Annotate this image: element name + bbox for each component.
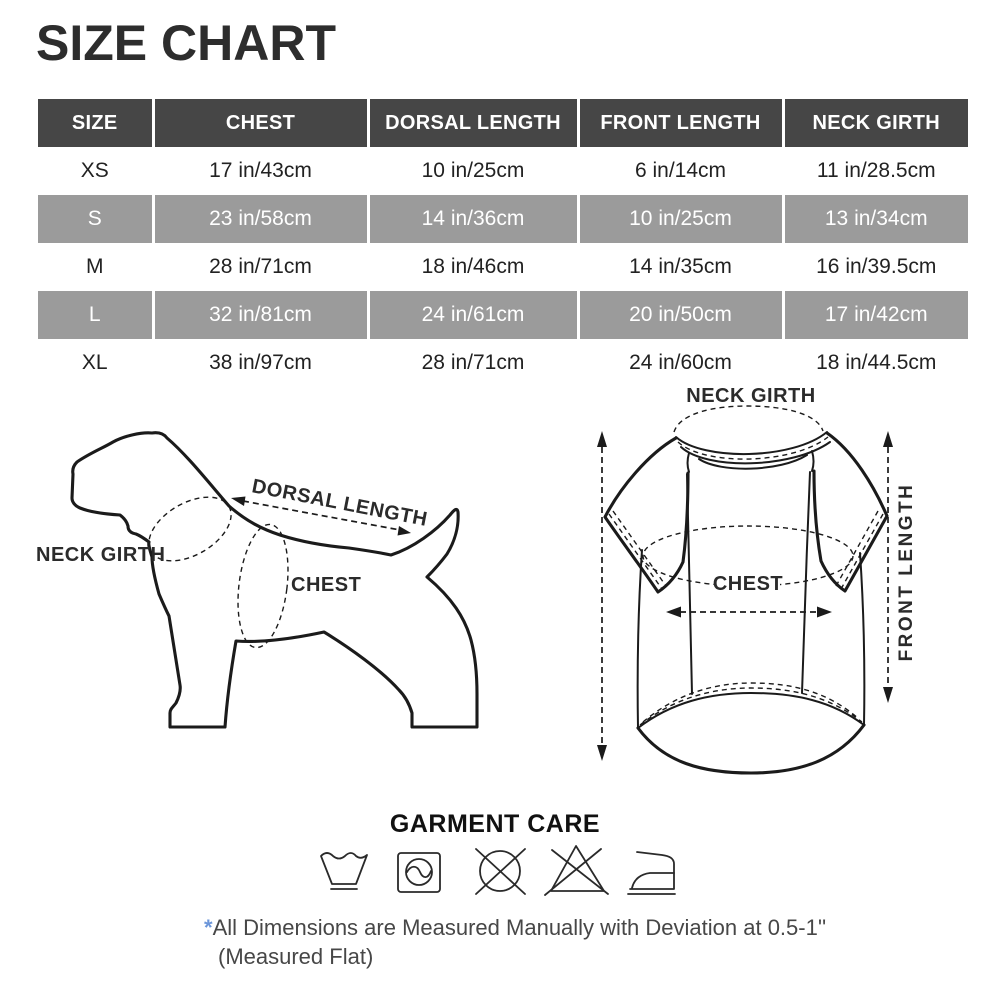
cell-front: 6 in/14cm [578,147,783,195]
dog-dorsal-length-label: DORSAL LENGTH [250,475,430,531]
front-length-arrowhead-top [883,431,893,447]
shirt-inner-seam-left [687,474,692,694]
chest-arrowhead-right [817,607,832,618]
footnote-asterisk: * [204,915,213,940]
cell-neck: 16 in/39.5cm [783,243,968,291]
footnote-line-2: (Measured Flat) [218,943,374,969]
dog-neck-girth-label: NECK GIRTH [36,544,166,566]
shirt-inner-seam-right [802,472,810,693]
shirt-shoulder-seam-right [812,451,814,471]
shirt-shoulder-seam-left [688,453,690,472]
sleeve-hem-left [609,511,666,589]
cell-front: 20 in/50cm [578,291,783,339]
iron-icon [628,852,675,894]
column-header-chest: CHEST [153,99,368,147]
left-arrowhead-bottom [597,745,607,761]
dorsal-arrowhead-left [231,497,246,507]
column-header-front: FRONT LENGTH [578,99,783,147]
hand-wash-icon [321,853,367,889]
column-header-dorsal: DORSAL LENGTH [368,99,578,147]
front-length-arrowhead-bottom [883,687,893,703]
cell-size: M [38,243,153,291]
shirt-hem-top [638,693,864,728]
cell-front: 14 in/35cm [578,243,783,291]
cell-size: XS [38,147,153,195]
do-not-bleach-icon [545,846,608,895]
cell-dorsal: 10 in/25cm [368,147,578,195]
cell-neck: 17 in/42cm [783,291,968,339]
shirt-chest-label: CHEST [712,573,784,595]
shirt-hem-stitch-2 [643,683,859,722]
shirt-collar-inner [681,442,830,463]
cell-dorsal: 18 in/46cm [368,243,578,291]
chest-arrowhead-left [666,607,681,618]
measurement-footnote [204,914,826,971]
cell-dorsal: 28 in/71cm [368,339,578,387]
cell-neck: 11 in/28.5cm [783,147,968,195]
footnote-text: All Dimensions are Measured Manually with Deviation at 0.5-1'' [212,915,827,940]
garment-care-title: GARMENT CARE [389,810,601,838]
shirt-hem-bottom [638,725,864,773]
cell-neck: 13 in/34cm [783,195,968,243]
dog-outline [72,433,477,727]
shirt-measurement-diagram [597,385,917,773]
cell-chest: 28 in/71cm [153,243,368,291]
cell-size: S [38,195,153,243]
sleeve-hem-right [836,511,883,589]
cell-chest: 23 in/58cm [153,195,368,243]
shirt-neck-girth-label: NECK GIRTH [686,385,816,407]
cell-dorsal: 24 in/61cm [368,291,578,339]
cell-chest: 32 in/81cm [153,291,368,339]
column-header-size: SIZE [38,99,153,147]
dog-chest-ellipse [232,522,295,651]
machine-wash-icon [398,853,440,892]
cell-size: XL [38,339,153,387]
dog-chest-label: CHEST [291,574,362,596]
footnote-line-1 [204,914,826,943]
shirt-body-right-edge [860,553,864,725]
shirt-sleeve-right [814,433,887,591]
cell-size: L [38,291,153,339]
cell-front: 10 in/25cm [578,195,783,243]
cell-chest: 38 in/97cm [153,339,368,387]
garment-care-icons [321,846,675,895]
shirt-neck-ellipse [674,406,823,432]
dog-measurement-diagram [36,433,477,727]
shirt-front-length-label: FRONT LENGTH [896,482,917,662]
column-header-neck: NECK GIRTH [783,99,968,147]
shirt-collar-outer [676,432,827,454]
page-title: SIZE CHART [36,15,336,71]
cell-chest: 17 in/43cm [153,147,368,195]
cell-neck: 18 in/44.5cm [783,339,968,387]
shirt-sleeve-left [605,438,688,592]
shirt-body-left-edge [638,550,642,728]
left-arrowhead-top [597,431,607,447]
do-not-dry-clean-icon [476,849,525,894]
cell-dorsal: 14 in/36cm [368,195,578,243]
cell-front: 24 in/60cm [578,339,783,387]
